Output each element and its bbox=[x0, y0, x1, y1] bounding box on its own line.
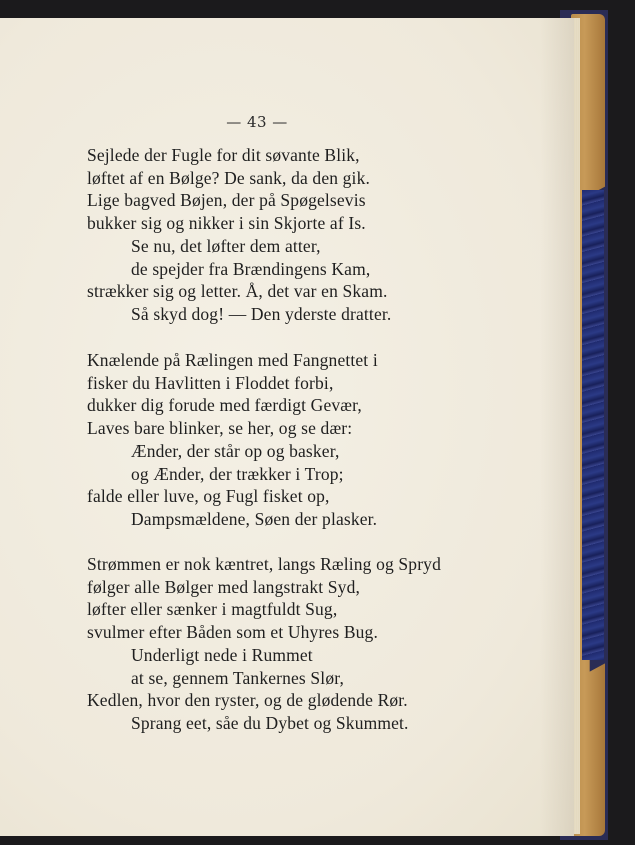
verse-line: Underligt nede i Rummet bbox=[131, 644, 313, 665]
page-number: — 43 — bbox=[226, 113, 288, 131]
marbled-endpaper bbox=[582, 190, 604, 660]
verse-line: løftet af en Bølge? De sank, da den gik. bbox=[87, 167, 370, 188]
verse-line: følger alle Bølger med langstrakt Syd, bbox=[87, 576, 360, 597]
stanza-3 bbox=[87, 553, 441, 735]
verse-line: dukker dig forude med færdigt Gevær, bbox=[87, 395, 362, 416]
verse-line: de spejder fra Brændingens Kam, bbox=[131, 258, 371, 279]
verse-line: Sprang eet, såe du Dybet og Skummet. bbox=[131, 712, 409, 733]
verse-line: bukker sig og nikker i sin Skjorte af Is. bbox=[87, 213, 366, 234]
verse-line: Dampsmældene, Søen der plasker. bbox=[131, 508, 378, 529]
verse-line: Se nu, det løfter dem atter, bbox=[131, 235, 321, 256]
verse-line: svulmer efter Båden som et Uhyres Bug. bbox=[87, 622, 378, 643]
verse-line: falde eller luve, og Fugl fisket op, bbox=[87, 486, 330, 507]
verse-line: Så skyd dog! — Den yderste dratter. bbox=[131, 303, 392, 324]
book-page bbox=[0, 18, 574, 836]
verse-line: og Ænder, der trækker i Trop; bbox=[131, 463, 344, 484]
verse-line: Strømmen er nok kæntret, langs Ræling og Spryd bbox=[87, 554, 441, 574]
verse-line: Sejlede der Fugle for dit søvante Blik, bbox=[87, 145, 360, 165]
verse-line: Lige bagved Bøjen, der på Spøgelsevis bbox=[87, 190, 366, 211]
verse-line: Laves bare blinker, se her, og se dær: bbox=[87, 418, 353, 439]
verse-line: Ænder, der står op og basker, bbox=[131, 440, 340, 461]
gutter-shadow bbox=[540, 18, 574, 836]
stanza-2 bbox=[87, 349, 378, 531]
verse-line: løfter eller sænker i magtfuldt Sug, bbox=[87, 599, 338, 620]
verse-line: fisker du Havlitten i Floddet forbi, bbox=[87, 372, 334, 393]
verse-line: Kedlen, hvor den ryster, og de glødende Rør. bbox=[87, 690, 408, 711]
stanza-1 bbox=[87, 144, 391, 326]
verse-line: strækker sig og letter. Å, det var en Skam. bbox=[87, 281, 388, 302]
verse-line: at se, gennem Tankernes Slør, bbox=[131, 667, 345, 688]
verse-line: Knælende på Rælingen med Fangnettet i bbox=[87, 350, 378, 370]
